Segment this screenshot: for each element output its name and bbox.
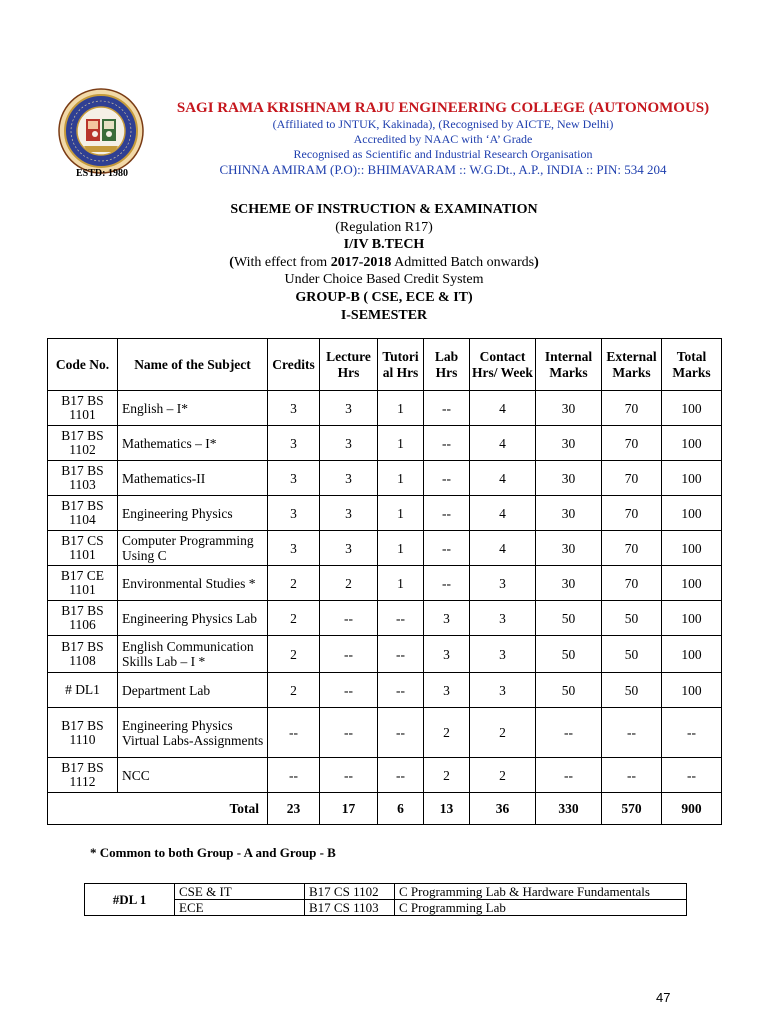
subject-code: B17 BS 1110 bbox=[48, 708, 118, 758]
dl-branch: CSE & IT bbox=[175, 884, 305, 900]
header-lab: Lab Hrs bbox=[424, 339, 470, 391]
external-marks-cell: -- bbox=[602, 708, 662, 758]
header-internal: Internal Marks bbox=[536, 339, 602, 391]
lecture-hrs-cell: 2 bbox=[320, 566, 378, 601]
recognition-line: Recognised as Scientific and Industrial Research Organisation bbox=[293, 147, 593, 161]
table-row bbox=[48, 531, 722, 566]
header-name: Name of the Subject bbox=[118, 339, 268, 391]
tutorial-hrs-cell: -- bbox=[378, 673, 424, 708]
table-row bbox=[85, 884, 687, 900]
totals-label: Total bbox=[48, 793, 268, 825]
effect-close: ) bbox=[534, 254, 539, 270]
contact-hrs-cell: 2 bbox=[470, 758, 536, 793]
header-total: Total Marks bbox=[662, 339, 722, 391]
effect-years: 2017-2018 bbox=[330, 254, 392, 270]
subject-name: Engineering Physics Virtual Labs-Assignments bbox=[118, 708, 268, 758]
total-marks-cell: -- bbox=[662, 758, 722, 793]
subject-name: Mathematics-II bbox=[118, 461, 268, 496]
department-lab-table bbox=[84, 883, 687, 916]
external-marks-cell: 50 bbox=[602, 601, 662, 636]
external-marks-cell: 70 bbox=[602, 496, 662, 531]
internal-marks-cell: 30 bbox=[536, 461, 602, 496]
contact-hrs-cell: 2 bbox=[470, 708, 536, 758]
subject-name: Engineering Physics bbox=[118, 496, 268, 531]
tutorial-hrs-cell: 1 bbox=[378, 461, 424, 496]
total-marks-cell: 100 bbox=[662, 673, 722, 708]
credits-cell: 3 bbox=[268, 426, 320, 461]
tutorial-hrs-cell: -- bbox=[378, 636, 424, 673]
credits-cell: 3 bbox=[268, 496, 320, 531]
scheme-title: SCHEME OF INSTRUCTION & EXAMINATION bbox=[230, 202, 538, 217]
external-marks-cell: 70 bbox=[602, 426, 662, 461]
lab-hrs-cell: 3 bbox=[424, 673, 470, 708]
dl-branch: ECE bbox=[175, 900, 305, 916]
tutorial-hrs-cell: 1 bbox=[378, 426, 424, 461]
lecture-hrs-cell: 3 bbox=[320, 391, 378, 426]
contact-hrs-cell: 4 bbox=[470, 496, 536, 531]
contact-hrs-cell: 4 bbox=[470, 531, 536, 566]
tutorial-hrs-cell: -- bbox=[378, 601, 424, 636]
external-marks-cell: 70 bbox=[602, 391, 662, 426]
tutorial-hrs-cell: -- bbox=[378, 758, 424, 793]
lecture-hrs-cell: 3 bbox=[320, 426, 378, 461]
estd-label: ESTD: 1980 bbox=[76, 168, 128, 179]
affiliation-line: (Affiliated to JNTUK, Kakinada), (Recognised by AICTE, New Delhi) bbox=[272, 117, 614, 131]
scheme-table bbox=[47, 338, 722, 825]
lab-hrs-cell: -- bbox=[424, 496, 470, 531]
effect-open: ( bbox=[229, 254, 234, 270]
lab-hrs-cell: -- bbox=[424, 391, 470, 426]
internal-marks-cell: 30 bbox=[536, 391, 602, 426]
subject-name: NCC bbox=[118, 758, 268, 793]
subject-name: Environmental Studies * bbox=[118, 566, 268, 601]
total-marks-cell: 100 bbox=[662, 426, 722, 461]
total-lab: 13 bbox=[424, 793, 470, 825]
dl-label: #DL 1 bbox=[85, 884, 175, 916]
subject-code: B17 BS 1108 bbox=[48, 636, 118, 673]
internal-marks-cell: 30 bbox=[536, 496, 602, 531]
subject-code: B17 CE 1101 bbox=[48, 566, 118, 601]
scheme-heading bbox=[0, 201, 768, 324]
total-marks: 900 bbox=[662, 793, 722, 825]
subject-name: Computer Programming Using C bbox=[118, 531, 268, 566]
lab-hrs-cell: -- bbox=[424, 531, 470, 566]
internal-marks-cell: 50 bbox=[536, 673, 602, 708]
credits-cell: 2 bbox=[268, 601, 320, 636]
tutorial-hrs-cell: 1 bbox=[378, 531, 424, 566]
regulation: (Regulation R17) bbox=[335, 219, 433, 235]
total-contact: 36 bbox=[470, 793, 536, 825]
lecture-hrs-cell: -- bbox=[320, 673, 378, 708]
header-credits: Credits bbox=[268, 339, 320, 391]
contact-hrs-cell: 3 bbox=[470, 673, 536, 708]
table-row bbox=[48, 708, 722, 758]
accreditation-line: Accredited by NAAC with ‘A’ Grade bbox=[353, 132, 533, 146]
internal-marks-cell: 30 bbox=[536, 566, 602, 601]
college-header bbox=[150, 100, 736, 178]
subject-name: Department Lab bbox=[118, 673, 268, 708]
table-row bbox=[48, 673, 722, 708]
total-marks-cell: 100 bbox=[662, 461, 722, 496]
external-marks-cell: 70 bbox=[602, 531, 662, 566]
credits-cell: -- bbox=[268, 758, 320, 793]
external-marks-cell: -- bbox=[602, 758, 662, 793]
total-marks-cell: 100 bbox=[662, 531, 722, 566]
table-row bbox=[48, 461, 722, 496]
internal-marks-cell: -- bbox=[536, 758, 602, 793]
course-year: I/IV B.TECH bbox=[343, 237, 425, 253]
table-row bbox=[85, 900, 687, 916]
total-lecture: 17 bbox=[320, 793, 378, 825]
credits-cell: 2 bbox=[268, 566, 320, 601]
subject-name: Mathematics – I* bbox=[118, 426, 268, 461]
external-marks-cell: 70 bbox=[602, 566, 662, 601]
total-marks-cell: 100 bbox=[662, 391, 722, 426]
lecture-hrs-cell: -- bbox=[320, 758, 378, 793]
lab-hrs-cell: -- bbox=[424, 426, 470, 461]
college-logo-seal bbox=[58, 88, 144, 174]
totals-row bbox=[48, 793, 722, 825]
table-row bbox=[48, 758, 722, 793]
total-marks-cell: -- bbox=[662, 708, 722, 758]
effect-rest: Admitted Batch onwards bbox=[391, 254, 535, 270]
external-marks-cell: 70 bbox=[602, 461, 662, 496]
credits-cell: 2 bbox=[268, 673, 320, 708]
subject-code: B17 BS 1102 bbox=[48, 426, 118, 461]
tutorial-hrs-cell: 1 bbox=[378, 496, 424, 531]
internal-marks-cell: 50 bbox=[536, 636, 602, 673]
total-external: 570 bbox=[602, 793, 662, 825]
effect-with: With effect from bbox=[233, 254, 331, 270]
table-row bbox=[48, 391, 722, 426]
credits-cell: 3 bbox=[268, 531, 320, 566]
lab-hrs-cell: -- bbox=[424, 461, 470, 496]
tutorial-hrs-cell: -- bbox=[378, 708, 424, 758]
internal-marks-cell: -- bbox=[536, 708, 602, 758]
total-tutorial: 6 bbox=[378, 793, 424, 825]
lecture-hrs-cell: 3 bbox=[320, 461, 378, 496]
internal-marks-cell: 50 bbox=[536, 601, 602, 636]
lab-hrs-cell: 3 bbox=[424, 636, 470, 673]
external-marks-cell: 50 bbox=[602, 636, 662, 673]
contact-hrs-cell: 3 bbox=[470, 601, 536, 636]
table-row bbox=[48, 636, 722, 673]
table-row bbox=[48, 566, 722, 601]
subject-name: English – I* bbox=[118, 391, 268, 426]
subject-code: B17 BS 1101 bbox=[48, 391, 118, 426]
college-name: SAGI RAMA KRISHNAM RAJU ENGINEERING COLLEGE (AUTONOMOUS) bbox=[176, 100, 710, 116]
effect-line bbox=[0, 254, 768, 272]
subject-code: B17 BS 1104 bbox=[48, 496, 118, 531]
credits-cell: 2 bbox=[268, 636, 320, 673]
page-number: 47 bbox=[656, 990, 671, 1005]
internal-marks-cell: 30 bbox=[536, 531, 602, 566]
address-line: CHINNA AMIRAM (P.O):: BHIMAVARAM :: W.G.Dt., A.P., INDIA :: PIN: 534 204 bbox=[219, 162, 667, 177]
table-row bbox=[48, 426, 722, 461]
total-marks-cell: 100 bbox=[662, 496, 722, 531]
lecture-hrs-cell: -- bbox=[320, 636, 378, 673]
tutorial-hrs-cell: 1 bbox=[378, 391, 424, 426]
subject-name: English Communication Skills Lab – I * bbox=[118, 636, 268, 673]
credits-cell: 3 bbox=[268, 461, 320, 496]
dl-subject: C Programming Lab bbox=[395, 900, 687, 916]
contact-hrs-cell: 3 bbox=[470, 566, 536, 601]
total-marks-cell: 100 bbox=[662, 566, 722, 601]
subject-code: # DL1 bbox=[48, 673, 118, 708]
dl-code: B17 CS 1102 bbox=[305, 884, 395, 900]
subject-code: B17 BS 1103 bbox=[48, 461, 118, 496]
lecture-hrs-cell: 3 bbox=[320, 531, 378, 566]
dl-subject: C Programming Lab & Hardware Fundamentals bbox=[395, 884, 687, 900]
lab-hrs-cell: 2 bbox=[424, 758, 470, 793]
subject-name: Engineering Physics Lab bbox=[118, 601, 268, 636]
group-label: GROUP-B ( CSE, ECE & IT) bbox=[295, 289, 473, 305]
contact-hrs-cell: 4 bbox=[470, 391, 536, 426]
contact-hrs-cell: 3 bbox=[470, 636, 536, 673]
dl-code: B17 CS 1103 bbox=[305, 900, 395, 916]
table-row bbox=[48, 496, 722, 531]
lab-hrs-cell: 2 bbox=[424, 708, 470, 758]
lecture-hrs-cell: -- bbox=[320, 601, 378, 636]
footnote: * Common to both Group - A and Group - B bbox=[90, 845, 336, 860]
credits-cell: 3 bbox=[268, 391, 320, 426]
lecture-hrs-cell: 3 bbox=[320, 496, 378, 531]
scheme-table-body bbox=[48, 391, 722, 793]
lab-hrs-cell: 3 bbox=[424, 601, 470, 636]
header-lecture: Lecture Hrs bbox=[320, 339, 378, 391]
credits-cell: -- bbox=[268, 708, 320, 758]
subject-code: B17 CS 1101 bbox=[48, 531, 118, 566]
external-marks-cell: 50 bbox=[602, 673, 662, 708]
tutorial-hrs-cell: 1 bbox=[378, 566, 424, 601]
credit-system: Under Choice Based Credit System bbox=[284, 272, 484, 288]
table-header-row bbox=[48, 339, 722, 391]
header-external: External Marks bbox=[602, 339, 662, 391]
lab-hrs-cell: -- bbox=[424, 566, 470, 601]
lecture-hrs-cell: -- bbox=[320, 708, 378, 758]
subject-code: B17 BS 1112 bbox=[48, 758, 118, 793]
header-tutorial: Tutori al Hrs bbox=[378, 339, 424, 391]
header-code: Code No. bbox=[48, 339, 118, 391]
total-internal: 330 bbox=[536, 793, 602, 825]
internal-marks-cell: 30 bbox=[536, 426, 602, 461]
table-row bbox=[48, 601, 722, 636]
header-contact: Contact Hrs/ Week bbox=[470, 339, 536, 391]
contact-hrs-cell: 4 bbox=[470, 461, 536, 496]
semester-label: I-SEMESTER bbox=[340, 307, 428, 323]
total-marks-cell: 100 bbox=[662, 601, 722, 636]
subject-code: B17 BS 1106 bbox=[48, 601, 118, 636]
contact-hrs-cell: 4 bbox=[470, 426, 536, 461]
total-credits: 23 bbox=[268, 793, 320, 825]
total-marks-cell: 100 bbox=[662, 636, 722, 673]
